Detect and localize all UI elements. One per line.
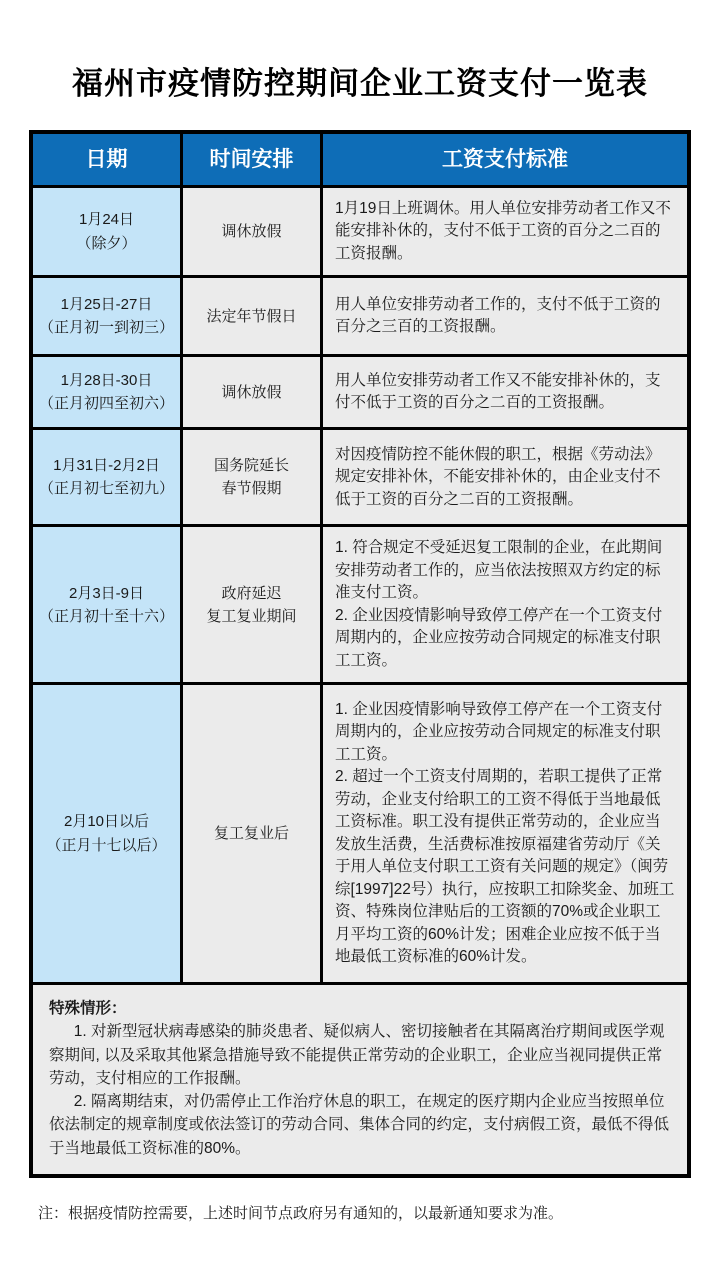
standard-paragraph: 1. 企业因疫情影响导致停工停产在一个工资支付周期内的，企业应按劳动合同规定的标准支付职工工资。 — [335, 700, 663, 763]
special-cases-heading: 特殊情形： — [49, 1000, 127, 1018]
date-line: 1月28日-30日 — [60, 372, 153, 390]
date-cell — [33, 188, 180, 275]
wage-table — [29, 130, 691, 1178]
date-line: （除夕） — [76, 234, 137, 252]
schedule-cell — [180, 430, 320, 524]
schedule-line: 政府延迟 — [221, 584, 282, 602]
footnote: 注：根据疫情防控需要，上述时间节点政府另有通知的，以最新通知要求为准。 — [38, 1204, 564, 1222]
standard-paragraph: 1. 符合规定不受延迟复工限制的企业，在此期间安排劳动者工作的，应当依法按照双方约定的标准支付工资。 — [335, 539, 663, 602]
standard-paragraph: 2. 企业因疫情影响导致停工停产在一个工资支付周期内的，企业应按劳动合同规定的标准支付职工工资。 — [335, 606, 663, 669]
standard-paragraph: 1月19日上班调休。用人单位安排劳动者工作又不能安排补休的，支付不低于工资的百分之二百的工资报酬。 — [335, 200, 671, 262]
standard-cell — [320, 685, 687, 982]
schedule-line: 国务院延长 — [213, 457, 289, 475]
standard-cell — [320, 188, 687, 275]
date-cell — [33, 527, 180, 682]
table-row — [33, 524, 687, 682]
date-line: （正月初七至初九） — [38, 480, 174, 498]
date-line: （正月初四至初六） — [38, 395, 174, 413]
standard-cell — [320, 430, 687, 524]
schedule-line: 复工复业期间 — [206, 607, 297, 625]
standard-cell — [320, 527, 687, 682]
date-cell — [33, 430, 180, 524]
date-line: 2月3日-9日 — [68, 584, 145, 602]
schedule-line: 春节假期 — [221, 480, 282, 498]
standard-paragraph: 对因疫情防控不能休假的职工，根据《劳动法》规定安排补休，不能安排补休的，由企业支付不低于工资的百分之二百的工资报酬。 — [335, 445, 661, 508]
header-cell-standard: 工资支付标准 — [320, 134, 687, 185]
special-case-item: 1. 对新型冠状病毒感染的肺炎患者、疑似病人、密切接触者在其隔离治疗期间或医学观察期间, 以及采取其他紧急措施导致不能提供正常劳动的企业职工，企业应当视同提供正常劳动，支付相应的工作报酬。 — [49, 1023, 665, 1087]
date-line: （正月初一到初三） — [38, 319, 174, 337]
date-cell — [33, 357, 180, 427]
table-row — [33, 275, 687, 354]
standard-paragraph: 用人单位安排劳动者工作又不能安排补休的，支付不低于工资的百分之二百的工资报酬。 — [335, 371, 661, 412]
schedule-cell — [180, 188, 320, 275]
header-cell-date: 日期 — [33, 134, 180, 185]
schedule-line: 调休放假 — [221, 383, 282, 401]
date-line: 1月25日-27日 — [60, 296, 153, 314]
table-row — [33, 427, 687, 524]
header-cell-schedule: 时间安排 — [180, 134, 320, 185]
schedule-cell — [180, 527, 320, 682]
table-row — [33, 185, 687, 275]
schedule-line: 复工复业后 — [213, 825, 289, 843]
schedule-line: 调休放假 — [221, 223, 282, 241]
schedule-line: 法定年节假日 — [206, 307, 297, 325]
header-row — [33, 134, 687, 185]
special-case-item: 2. 隔离期结束，对仍需停止工作治疗休息的职工，在规定的医疗期内企业应当按照单位依法制定的规章制度或依法签订的劳动合同、集体合同的约定，支付病假工资，最低不得低于当地最低工资标准的80%。 — [49, 1093, 670, 1157]
standard-paragraph: 2. 超过一个工资支付周期的，若职工提供了正常劳动，企业支付给职工的工资不得低于当地最低工资标准。职工没有提供正常劳动的，企业应当发放生活费，生活费标准按原福建省劳动厅《关于用人单位支付职工工资有关问题的规定》（闽劳综[1997]22号）执行，应按职工扣除奖金、加班工资、特殊岗位津贴后的工资额的70%或企业职工月平均工资的60%计发；困难企业应按不低于当地最低工资标准的60%计发。 — [335, 768, 675, 966]
date-line: （正月十七以后） — [46, 836, 167, 854]
date-cell — [33, 685, 180, 982]
date-line: 1月31日-2月2日 — [53, 457, 160, 475]
schedule-cell — [180, 357, 320, 427]
table-row — [33, 682, 687, 982]
standard-cell — [320, 357, 687, 427]
standard-paragraph: 用人单位安排劳动者工作的，支付不低于工资的百分之三百的工资报酬。 — [335, 295, 661, 336]
date-line: 1月24日 — [78, 211, 135, 229]
schedule-cell — [180, 685, 320, 982]
date-line: 2月10日以后 — [63, 813, 150, 831]
table-row — [33, 354, 687, 427]
page-title: 福州市疫情防控期间企业工资支付一览表 — [72, 66, 648, 101]
date-line: （正月初十至十六） — [38, 607, 174, 625]
standard-cell — [320, 278, 687, 354]
date-cell — [33, 278, 180, 354]
schedule-cell — [180, 278, 320, 354]
special-cases-section — [33, 982, 687, 1174]
